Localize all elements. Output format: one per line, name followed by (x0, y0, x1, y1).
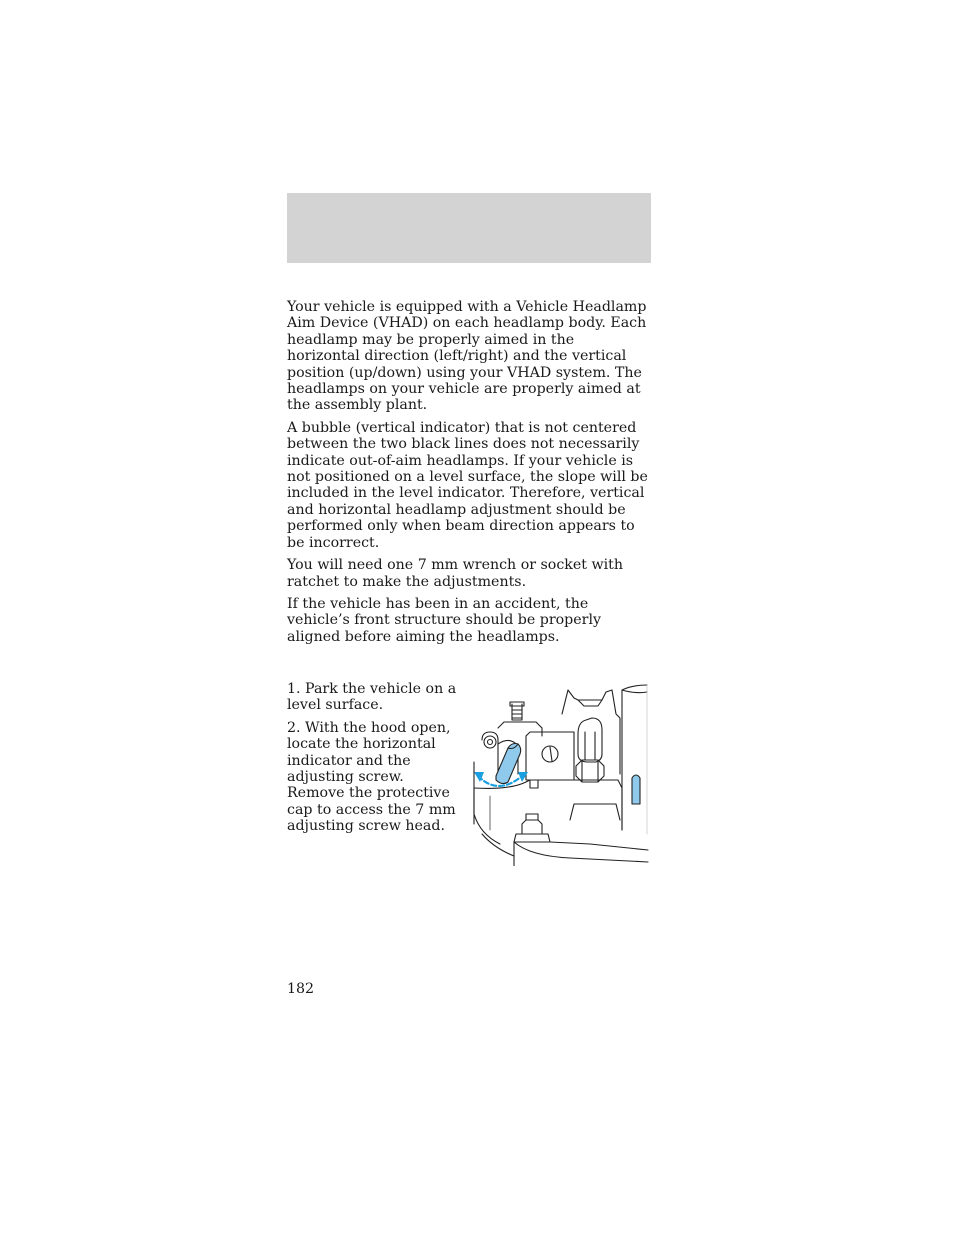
headlamp-adjuster-icon (470, 684, 650, 866)
paragraph-vhad: Your vehicle is equipped with a Vehicle Headlamp Aim Device (VHAD) on each headlamp body. Each headlamp may be properly aimed in the horizontal direction (left/right) and the vertical position (up/down) using your VHAD system. The headlamps on your vehicle are properly aimed at the assembly plant. (287, 299, 647, 414)
paragraph-tools: You will need one 7 mm wrench or socket with ratchet to make the adjustments. (287, 557, 624, 590)
headlamp-adjuster-illustration (470, 684, 650, 866)
paragraph-bubble: A bubble (vertical indicator) that is not centered between the two black lines does not necessarily indicate out-of-aim headlamps. If your vehicle is not positioned on a level surface, the slope will be included in the level indicator. Therefore, vertical and horizontal headlamp adjustment should be performed only when beam direction appears to be incorrect. (287, 419, 648, 551)
intro-text (287, 299, 651, 651)
page-number: 182 (287, 981, 315, 997)
steps-list (287, 681, 459, 841)
step-2: 2. With the hood open, locate the horizontal indicator and the adjusting screw. Remove the protective cap to access the 7 mm adjusting screw head. (287, 719, 456, 835)
step-1: 1. Park the vehicle on a level surface. (287, 681, 457, 714)
section-header-band (287, 193, 651, 263)
paragraph-accident: If the vehicle has been in an accident, the vehicle’s front structure should be properly aligned before aiming the headlamps. (287, 595, 601, 645)
